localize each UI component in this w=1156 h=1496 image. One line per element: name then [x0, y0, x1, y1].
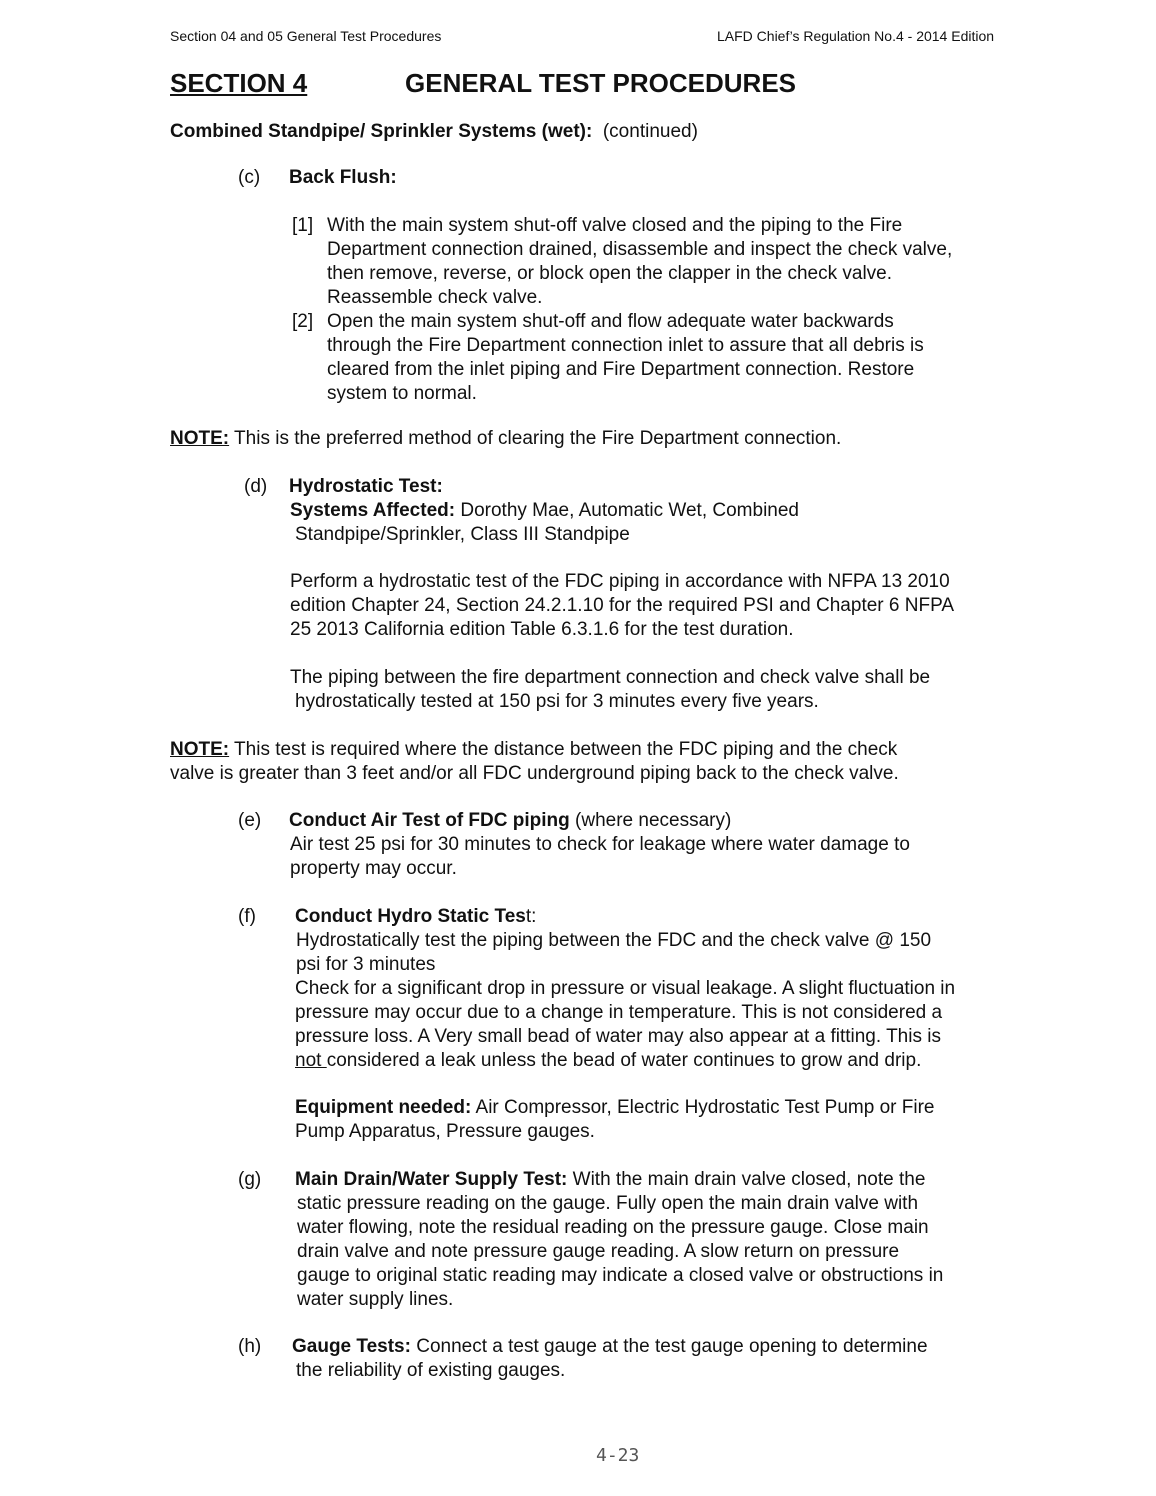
item-g-first: With the main drain valve closed, note the [572, 1169, 926, 1190]
item-e-title: Conduct Air Test of FDC piping [289, 810, 570, 831]
item-d-para-2-line: The piping between the fire department connection and check valve shall be [290, 667, 931, 688]
subitem-1-marker: [1] [292, 215, 314, 236]
item-f-line: psi for 3 minutes [296, 954, 436, 975]
item-c-title: Back Flush: [289, 167, 397, 188]
item-g-line: static pressure reading on the gauge. Fully open the main drain valve with [297, 1193, 919, 1214]
item-d-para-1-line: Perform a hydrostatic test of the FDC piping in accordance with NFPA 13 2010 [290, 571, 950, 592]
subheading-rest: (continued) [602, 121, 698, 142]
item-f-heading [295, 905, 536, 929]
item-f-title-rest: t: [525, 906, 537, 927]
item-h-heading [292, 1335, 928, 1359]
item-d-para-1-line: 25 2013 California edition Table 6.3.1.6 for the test duration. [290, 619, 794, 640]
item-g-line: water flowing, note the residual reading on the pressure gauge. Close main [297, 1217, 929, 1238]
subheading [170, 120, 698, 144]
note-1-text: This is the preferred method of clearing the Fire Department connection. [234, 428, 842, 449]
subitem-2-line: system to normal. [327, 383, 477, 404]
subitem-1-line: then remove, reverse, or block open the clapper in the check valve. [327, 263, 893, 284]
item-e-heading [289, 809, 731, 833]
item-f-line: Hydrostatically test the piping between the FDC and the check valve @ 150 [296, 930, 932, 951]
systems-affected [290, 499, 799, 523]
subitem-2-line: through the Fire Department connection inlet to assure that all debris is [327, 335, 924, 356]
note-2-text: This test is required where the distance between the FDC piping and the check [234, 739, 898, 760]
systems-affected-label: Systems Affected: [290, 500, 456, 521]
item-f-line: Check for a significant drop in pressure or visual leakage. A slight fluctuation in [295, 978, 956, 999]
item-h-title: Gauge Tests: [292, 1336, 411, 1357]
item-d-title: Hydrostatic Test: [289, 476, 443, 497]
item-g-line: gauge to original static reading may indicate a closed valve or obstructions in [297, 1265, 944, 1286]
subitem-1-line: With the main system shut-off valve closed and the piping to the Fire [327, 215, 903, 236]
item-f-line: pressure may occur due to a change in temperature. This is not considered a [295, 1002, 943, 1023]
subitem-2-line: Open the main system shut-off and flow adequate water backwards [327, 311, 894, 332]
equipment-line: Air Compressor, Electric Hydrostatic Test Pump or Fire [475, 1097, 935, 1118]
item-g-line: drain valve and note pressure gauge reading. A slow return on pressure [297, 1241, 900, 1262]
item-h-line: the reliability of existing gauges. [296, 1360, 566, 1381]
note-2-label: NOTE: [170, 739, 230, 760]
note-1 [170, 427, 841, 451]
item-d-para-1-line: edition Chapter 24, Section 24.2.1.10 for the required PSI and Chapter 6 NFPA [290, 595, 954, 616]
item-e-line: property may occur. [290, 858, 457, 879]
item-e-marker: (e) [238, 810, 262, 831]
item-h-marker: (h) [238, 1336, 262, 1357]
note-1-label: NOTE: [170, 428, 230, 449]
item-c-marker: (c) [238, 167, 261, 188]
item-f-last-rest: considered a leak unless the bead of water continues to grow and drip. [326, 1050, 922, 1071]
item-e-title-rest: (where necessary) [575, 810, 732, 831]
item-f-title: Conduct Hydro Static Tes [295, 906, 526, 927]
subitem-2-line: cleared from the inlet piping and Fire Department connection. Restore [327, 359, 915, 380]
item-g-line: water supply lines. [297, 1289, 454, 1310]
subitem-1-line: Department connection drained, disassemble and inspect the check valve, [327, 239, 953, 260]
systems-affected-line: Dorothy Mae, Automatic Wet, Combined [460, 500, 799, 521]
section-number: SECTION 4 [170, 68, 308, 98]
note-2-line-2: valve is greater than 3 feet and/or all FDC underground piping back to the check valve. [170, 763, 899, 784]
item-d-marker: (d) [244, 476, 268, 497]
underlined-not: not [295, 1050, 327, 1071]
equipment-label: Equipment needed: [295, 1097, 472, 1118]
systems-affected-line-2: Standpipe/Sprinkler, Class III Standpipe [295, 524, 630, 545]
running-header-right: LAFD Chief’s Regulation No.4 - 2014 Edition [717, 28, 995, 44]
page-number: 4-23 [596, 1445, 640, 1466]
item-f-line: pressure loss. A Very small bead of water may also appear at a fitting. This is [295, 1026, 941, 1047]
equipment-line-2: Pump Apparatus, Pressure gauges. [295, 1121, 595, 1142]
note-2 [170, 738, 897, 762]
subitem-1-line: Reassemble check valve. [327, 287, 543, 308]
item-f-marker: (f) [238, 906, 256, 927]
item-h-first: Connect a test gauge at the test gauge opening to determine [416, 1336, 928, 1357]
item-g-marker: (g) [238, 1169, 262, 1190]
item-d-para-2-line: hydrostatically tested at 150 psi for 3 minutes every five years. [295, 691, 819, 712]
item-f-last-line [295, 1049, 921, 1073]
subheading-bold: Combined Standpipe/ Sprinkler Systems (wet): [170, 121, 593, 142]
section-title: GENERAL TEST PROCEDURES [405, 68, 797, 98]
item-g-heading [295, 1168, 925, 1192]
subitem-2-marker: [2] [292, 311, 314, 332]
running-header-left: Section 04 and 05 General Test Procedures [170, 28, 442, 44]
item-e-line: Air test 25 psi for 30 minutes to check for leakage where water damage to [290, 834, 910, 855]
equipment-needed [295, 1096, 934, 1120]
item-g-title: Main Drain/Water Supply Test: [295, 1169, 568, 1190]
